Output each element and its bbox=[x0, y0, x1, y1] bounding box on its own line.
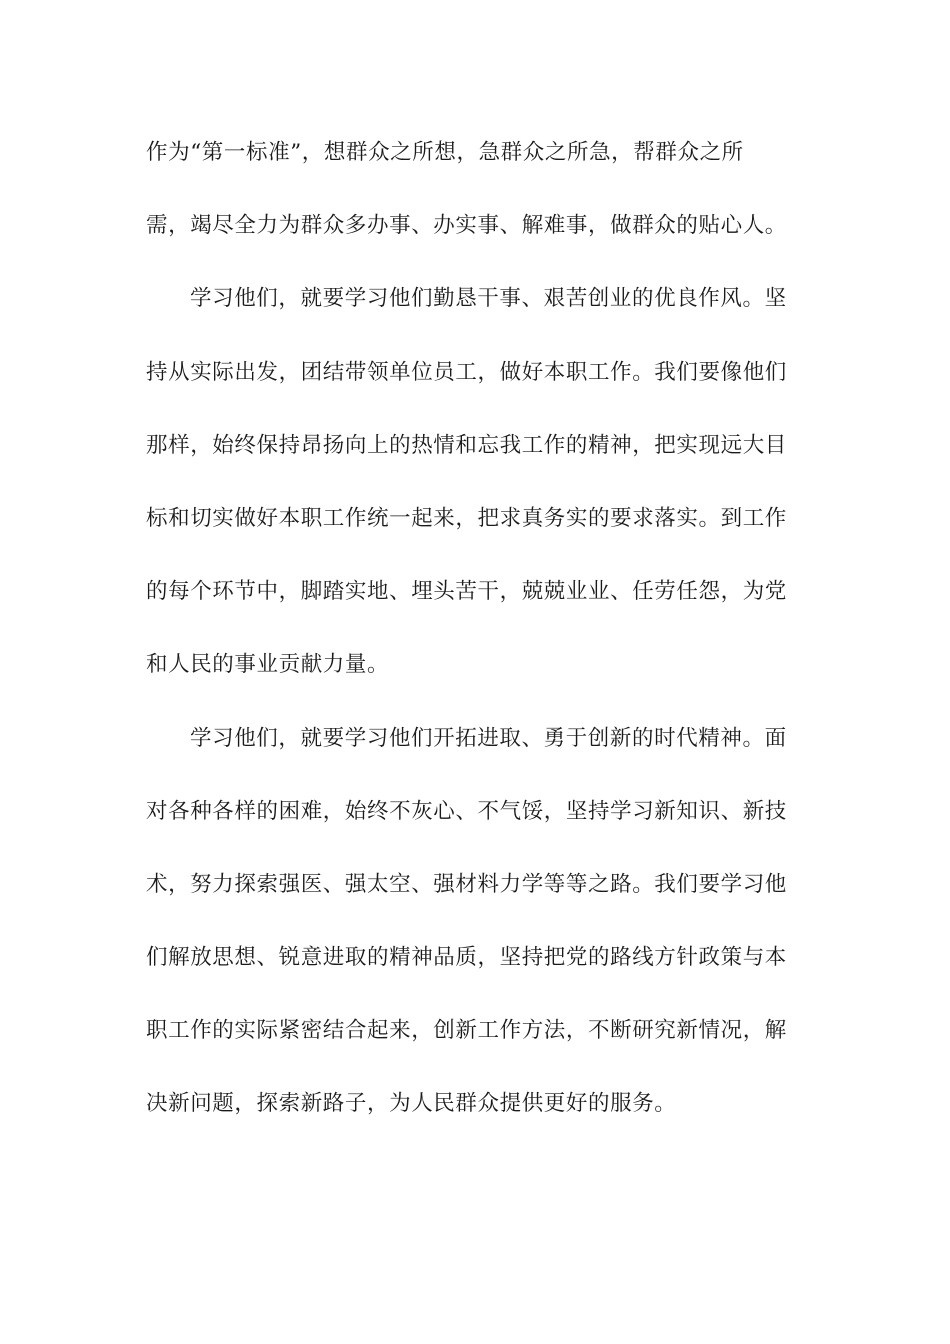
text-line-14: 决新问题，探索新路子，为人民群众提供更好的服务。 bbox=[146, 1091, 677, 1117]
text-line-11: 术，努力探索强医、强太空、强材料力学等等之路。我们要学习他 bbox=[146, 871, 787, 897]
text-line-6: 标和切实做好本职工作统一起来，把求真务实的要求落实。到工作 bbox=[146, 505, 787, 531]
text-line-12: 们解放思想、锐意进取的精神品质，坚持把党的路线方针政策与本 bbox=[146, 945, 787, 971]
document-body bbox=[146, 130, 794, 1155]
text-line-7: 的每个环节中，脚踏实地、埋头苦干，兢兢业业、任劳任怨，为党 bbox=[146, 579, 787, 605]
text-line-1: 作为“第一标准”，想群众之所想，急群众之所急，帮群众之所 bbox=[146, 140, 744, 165]
text-line-10: 对各种各样的困难，始终不灰心、不气馁，坚持学习新知识、新技 bbox=[146, 798, 787, 824]
text-line-8: 和人民的事业贡献力量。 bbox=[146, 652, 390, 678]
text-line-9: 学习他们，就要学习他们开拓进取、勇于创新的时代精神。面 bbox=[190, 725, 787, 751]
text-line-13: 职工作的实际紧密结合起来，创新工作方法，不断研究新情况，解 bbox=[146, 1018, 787, 1044]
text-line-2: 需，竭尽全力为群众多办事、办实事、解难事，做群众的贴心人。 bbox=[146, 213, 787, 239]
text-line-4: 持从实际出发，团结带领单位员工，做好本职工作。我们要像他们 bbox=[146, 359, 787, 385]
text-line-3: 学习他们，就要学习他们勤恳干事、艰苦创业的优良作风。坚 bbox=[190, 286, 787, 312]
text-line-5: 那样，始终保持昂扬向上的热情和忘我工作的精神，把实现远大目 bbox=[146, 432, 787, 458]
